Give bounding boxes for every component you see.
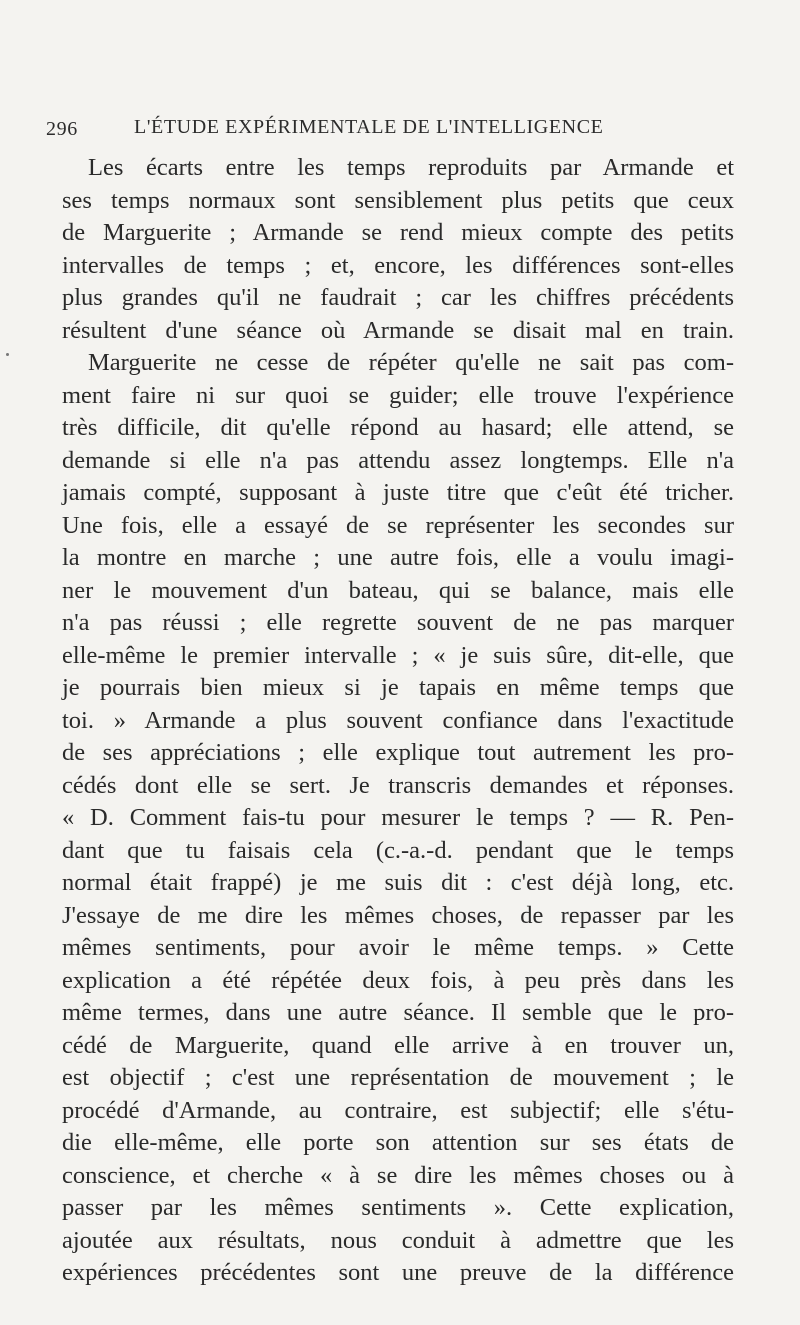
text-line: demande si elle n'a pas attendu assez longtemps. Elle n'a	[62, 446, 734, 474]
text-line: de Marguerite ; Armande se rend mieux compte des petits	[62, 219, 734, 246]
text-line: dant que tu faisais cela (c.-a.-d. pendant que le temps	[62, 836, 734, 864]
text-line: elle-même le premier intervalle ; « je suis sûre, dit-elle, que	[62, 641, 734, 669]
body-text	[62, 152, 734, 1290]
page-number: 296	[46, 118, 78, 140]
text-line: J'essaye de me dire les mêmes choses, de repasser par les	[62, 901, 734, 929]
text-line: cédé de Marguerite, quand elle arrive à en trouver un,	[62, 1031, 734, 1059]
text-line: ajoutée aux résultats, nous conduit à admettre que les	[62, 1226, 734, 1254]
text-line: normal était frappé) je me suis dit : c'est déjà long, etc.	[62, 869, 734, 896]
text-line: résultent d'une séance où Armande se disait mal en train.	[62, 316, 734, 344]
text-line: explication a été répétée deux fois, à peu près dans les	[62, 966, 734, 994]
text-line: très difficile, dit qu'elle répond au hasard; elle attend, se	[62, 414, 734, 441]
text-line: cédés dont elle se sert. Je transcris demandes et réponses.	[62, 771, 734, 799]
text-line: « D. Comment fais-tu pour mesurer le temps ? — R. Pen-	[62, 804, 734, 831]
page-header	[46, 116, 686, 146]
text-line: expériences précédentes sont une preuve de la différence	[62, 1259, 734, 1286]
text-line: est objectif ; c'est une représentation de mouvement ; le	[62, 1064, 734, 1091]
text-line: toi. » Armande a plus souvent confiance dans l'exactitude	[62, 706, 734, 734]
text-line: Les écarts entre les temps reproduits par Armande et	[88, 154, 734, 181]
text-line: intervalles de temps ; et, encore, les différences sont-elles	[62, 251, 734, 279]
text-line: ses temps normaux sont sensiblement plus petits que ceux	[62, 186, 734, 214]
text-line: mêmes sentiments, pour avoir le même temps. » Cette	[62, 934, 734, 961]
text-line: je pourrais bien mieux si je tapais en même temps que	[62, 674, 734, 701]
text-line: Marguerite ne cesse de répéter qu'elle ne sait pas com-	[88, 349, 734, 376]
text-line: die elle-même, elle porte son attention sur ses états de	[62, 1129, 734, 1156]
running-head: L'ÉTUDE EXPÉRIMENTALE DE L'INTELLIGENCE	[134, 116, 604, 138]
margin-speck	[6, 353, 9, 356]
text-line: ment faire ni sur quoi se guider; elle trouve l'expérience	[62, 381, 734, 409]
text-line: même termes, dans une autre séance. Il semble que le pro-	[62, 999, 734, 1026]
text-line: n'a pas réussi ; elle regrette souvent de ne pas marquer	[62, 609, 734, 636]
text-line: conscience, et cherche « à se dire les mêmes choses ou à	[62, 1161, 734, 1189]
text-line: la montre en marche ; une autre fois, elle a voulu imagi-	[62, 544, 734, 571]
text-line: jamais compté, supposant à juste titre que c'eût été tricher.	[62, 479, 734, 506]
text-line: Une fois, elle a essayé de se représenter les secondes sur	[62, 511, 734, 539]
text-line: de ses appréciations ; elle explique tout autrement les pro-	[62, 739, 734, 766]
text-line: plus grandes qu'il ne faudrait ; car les chiffres précédents	[62, 284, 734, 311]
text-line: procédé d'Armande, au contraire, est subjectif; elle s'étu-	[62, 1096, 734, 1124]
text-line: passer par les mêmes sentiments ». Cette explication,	[62, 1194, 734, 1221]
text-line: ner le mouvement d'un bateau, qui se balance, mais elle	[62, 576, 734, 604]
